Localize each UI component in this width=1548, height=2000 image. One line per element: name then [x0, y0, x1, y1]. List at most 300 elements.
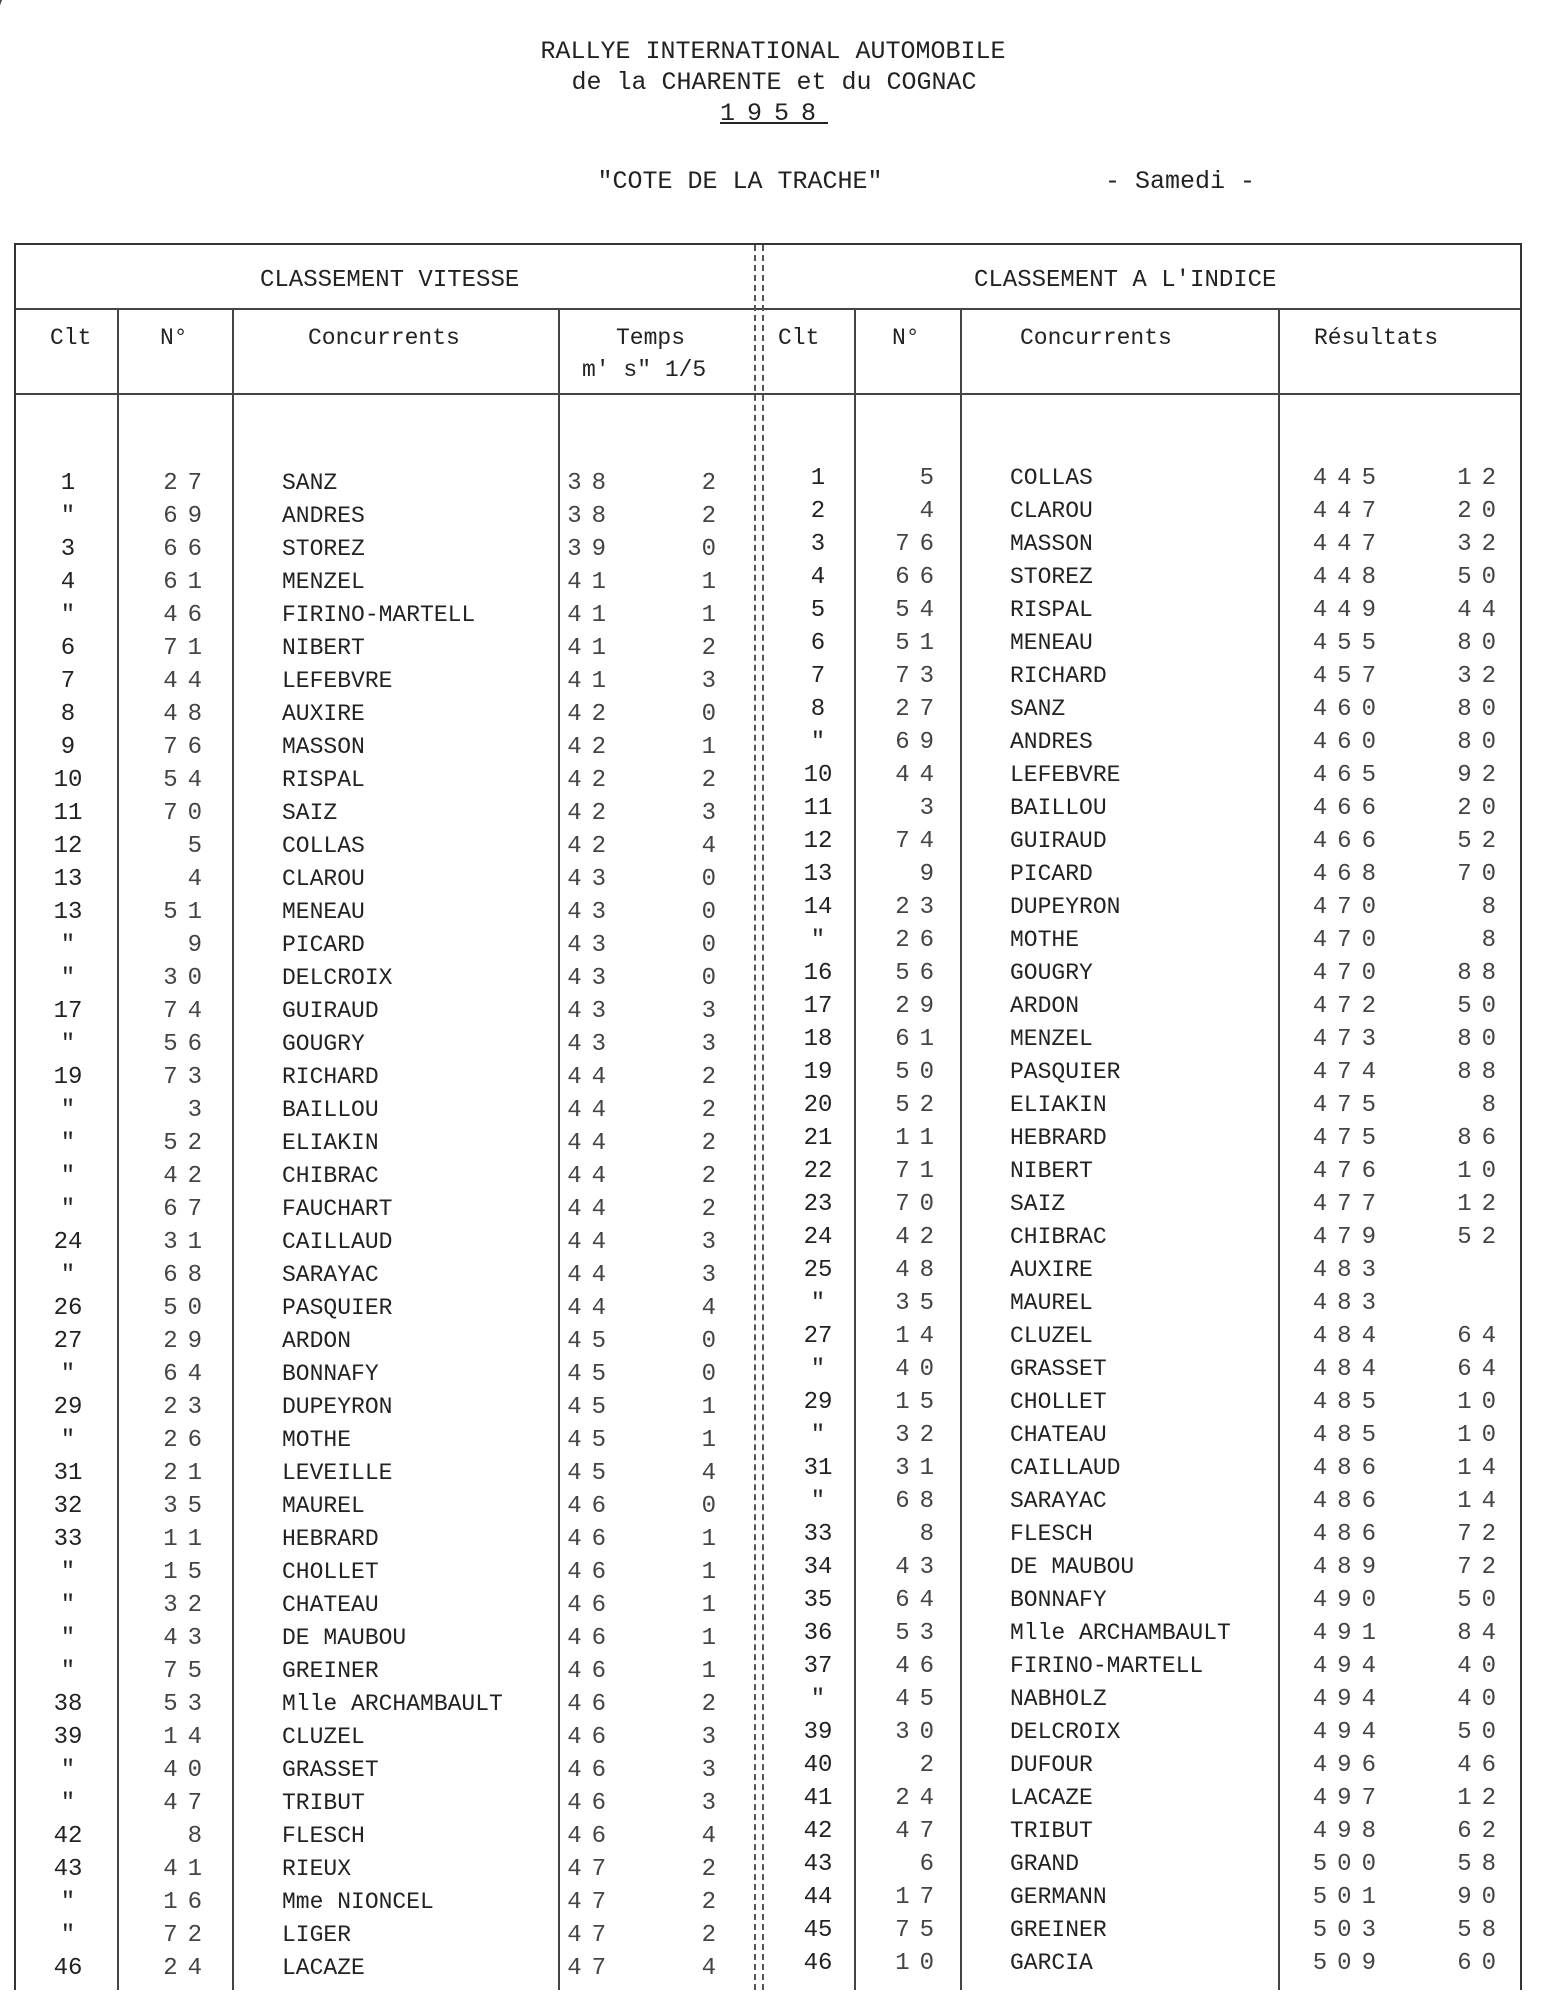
left-row-clt: 4: [60, 569, 76, 596]
left-row-time-seconds: 45: [567, 1427, 616, 1454]
right-row-result-main: 466: [1312, 828, 1386, 855]
right-row-no: 23: [895, 894, 944, 921]
left-row-clt: 12: [53, 833, 83, 860]
right-row-result-main: 460: [1312, 729, 1386, 756]
left-row-time-fifths: 2: [701, 1196, 726, 1223]
left-row-time-fifths: 0: [701, 1361, 726, 1388]
right-row-result-main: 457: [1312, 663, 1386, 690]
left-row-name: STOREZ: [282, 536, 365, 562]
left-row-time-fifths: 3: [701, 800, 726, 827]
right-row-name: DUFOUR: [1010, 1752, 1093, 1778]
right-row-result-fraction: 8: [1481, 894, 1506, 921]
left-row-clt: ": [60, 1196, 76, 1223]
right-row-name: COLLAS: [1010, 465, 1093, 491]
right-col-clt: Clt: [778, 325, 820, 351]
right-row-no: 73: [895, 663, 944, 690]
left-row-name: SARAYAC: [282, 1262, 379, 1288]
right-row-result-fraction: 84: [1457, 1620, 1506, 1647]
right-row-result-main: 455: [1312, 630, 1386, 657]
right-row-result-fraction: 72: [1457, 1554, 1506, 1581]
right-row-result-fraction: 80: [1457, 729, 1506, 756]
right-row-no: 42: [895, 1224, 944, 1251]
right-row-no: 3: [919, 795, 944, 822]
left-row-no: 5: [187, 833, 212, 860]
right-row-no: 52: [895, 1092, 944, 1119]
right-row-result-fraction: 14: [1457, 1455, 1506, 1482]
left-row-no: 75: [163, 1658, 212, 1685]
left-row-no: 27: [163, 470, 212, 497]
left-row-no: 16: [163, 1889, 212, 1916]
right-row-result-fraction: 10: [1457, 1422, 1506, 1449]
right-row-result-main: 485: [1312, 1422, 1386, 1449]
left-row-clt: ": [60, 932, 76, 959]
right-row-no: 29: [895, 993, 944, 1020]
right-row-result-fraction: 40: [1457, 1686, 1506, 1713]
left-row-time-seconds: 44: [567, 1262, 616, 1289]
right-row-clt: 31: [803, 1455, 833, 1482]
right-row-result-fraction: 8: [1481, 1092, 1506, 1119]
right-row-result-main: 483: [1312, 1257, 1386, 1284]
right-row-result-fraction: 62: [1457, 1818, 1506, 1845]
left-row-clt: 9: [60, 734, 76, 761]
right-row-result-fraction: 58: [1457, 1917, 1506, 1944]
left-row-time-seconds: 38: [567, 470, 616, 497]
right-row-no: 76: [895, 531, 944, 558]
left-row-clt: ": [60, 1097, 76, 1124]
right-row-no: 24: [895, 1785, 944, 1812]
left-row-time-seconds: 46: [567, 1658, 616, 1685]
left-row-time-seconds: 47: [567, 1856, 616, 1883]
right-row-name: LEFEBVRE: [1010, 762, 1121, 788]
left-row-time-seconds: 46: [567, 1691, 616, 1718]
left-row-time-fifths: 2: [701, 635, 726, 662]
left-row-time-fifths: 1: [701, 569, 726, 596]
right-row-no: 43: [895, 1554, 944, 1581]
right-row-clt: 1: [810, 465, 826, 492]
left-row-name: GUIRAUD: [282, 998, 379, 1024]
right-row-no: 6: [919, 1851, 944, 1878]
left-row-name: GRASSET: [282, 1757, 379, 1783]
left-row-time-fifths: 4: [701, 1955, 726, 1982]
right-row-clt: 22: [803, 1158, 833, 1185]
right-row-name: FLESCH: [1010, 1521, 1093, 1547]
left-row-time-fifths: 3: [701, 1790, 726, 1817]
left-row-time-fifths: 0: [701, 536, 726, 563]
right-row-name: GARCIA: [1010, 1950, 1093, 1976]
right-col-no: N°: [892, 325, 920, 351]
right-row-result-main: 498: [1312, 1818, 1386, 1845]
right-row-result-main: 470: [1312, 927, 1386, 954]
right-row-no: 69: [895, 729, 944, 756]
left-row-no: 64: [163, 1361, 212, 1388]
right-row-clt: 29: [803, 1389, 833, 1416]
left-row-name: GREINER: [282, 1658, 379, 1684]
right-row-result-fraction: 40: [1457, 1653, 1506, 1680]
right-row-no: 10: [895, 1950, 944, 1977]
right-row-result-fraction: 50: [1457, 1587, 1506, 1614]
left-row-time-fifths: 1: [701, 1427, 726, 1454]
left-row-no: 4: [187, 866, 212, 893]
left-row-time-seconds: 42: [567, 800, 616, 827]
right-row-clt: 41: [803, 1785, 833, 1812]
right-row-name: NABHOLZ: [1010, 1686, 1107, 1712]
right-row-no: 71: [895, 1158, 944, 1185]
left-row-clt: 46: [53, 1955, 83, 1982]
left-row-time-fifths: 2: [701, 1856, 726, 1883]
left-row-time-seconds: 47: [567, 1955, 616, 1982]
left-row-clt: 11: [53, 800, 83, 827]
right-row-result-main: 477: [1312, 1191, 1386, 1218]
left-row-no: 44: [163, 668, 212, 695]
left-col-clt: Clt: [50, 325, 92, 351]
right-col-result: Résultats: [1314, 325, 1439, 351]
left-row-no: 56: [163, 1031, 212, 1058]
right-row-result-fraction: 20: [1457, 795, 1506, 822]
left-row-time-seconds: 43: [567, 932, 616, 959]
left-row-time-fifths: 2: [701, 503, 726, 530]
right-row-result-main: 475: [1312, 1125, 1386, 1152]
right-row-result-main: 470: [1312, 894, 1386, 921]
left-row-no: 9: [187, 932, 212, 959]
right-row-clt: 35: [803, 1587, 833, 1614]
left-row-name: Mme NIONCEL: [282, 1889, 434, 1915]
right-row-result-fraction: 32: [1457, 663, 1506, 690]
right-row-clt: ": [810, 1356, 826, 1383]
right-row-no: 54: [895, 597, 944, 624]
left-col-no: N°: [160, 325, 188, 351]
right-row-result-fraction: 50: [1457, 564, 1506, 591]
left-row-name: DE MAUBOU: [282, 1625, 407, 1651]
right-row-result-fraction: 20: [1457, 498, 1506, 525]
left-row-name: CHATEAU: [282, 1592, 379, 1618]
left-row-clt: 10: [53, 767, 83, 794]
right-row-clt: 23: [803, 1191, 833, 1218]
right-row-no: 30: [895, 1719, 944, 1746]
left-row-name: MENZEL: [282, 569, 365, 595]
right-row-result-main: 500: [1312, 1851, 1386, 1878]
right-row-result-main: 473: [1312, 1026, 1386, 1053]
right-row-name: GERMANN: [1010, 1884, 1107, 1910]
left-row-time-fifths: 2: [701, 767, 726, 794]
left-row-no: 76: [163, 734, 212, 761]
header-line2: de la CHARENTE et du COGNAC: [571, 68, 977, 97]
right-row-clt: 36: [803, 1620, 833, 1647]
left-row-clt: ": [60, 965, 76, 992]
right-row-name: GOUGRY: [1010, 960, 1093, 986]
left-row-time-fifths: 3: [701, 1262, 726, 1289]
right-row-no: 45: [895, 1686, 944, 1713]
right-row-result-fraction: 80: [1457, 630, 1506, 657]
right-row-clt: ": [810, 927, 826, 954]
left-row-name: MOTHE: [282, 1427, 352, 1453]
right-row-name: ANDRES: [1010, 729, 1093, 755]
right-row-result-main: 484: [1312, 1323, 1386, 1350]
right-row-clt: 6: [810, 630, 826, 657]
right-section-title: CLASSEMENT A L'INDICE: [974, 267, 1277, 294]
right-row-name: LACAZE: [1010, 1785, 1093, 1811]
right-row-name: PASQUIER: [1010, 1059, 1121, 1085]
right-row-no: 46: [895, 1653, 944, 1680]
right-row-result-fraction: 64: [1457, 1323, 1506, 1350]
left-row-name: RIEUX: [282, 1856, 352, 1882]
left-row-clt: 24: [53, 1229, 83, 1256]
right-row-name: PICARD: [1010, 861, 1093, 887]
left-row-name: CAILLAUD: [282, 1229, 393, 1255]
left-row-time-fifths: 2: [701, 1922, 726, 1949]
left-row-clt: ": [60, 1625, 76, 1652]
right-row-no: 31: [895, 1455, 944, 1482]
left-row-no: 69: [163, 503, 212, 530]
left-row-clt: 13: [53, 899, 83, 926]
left-row-clt: 26: [53, 1295, 83, 1322]
left-row-time-seconds: 46: [567, 1757, 616, 1784]
right-row-clt: 16: [803, 960, 833, 987]
right-row-name: MAUREL: [1010, 1290, 1093, 1316]
left-row-time-fifths: 1: [701, 602, 726, 629]
left-row-no: 52: [163, 1130, 212, 1157]
left-row-clt: 6: [60, 635, 76, 662]
right-row-name: DUPEYRON: [1010, 894, 1121, 920]
left-row-clt: ": [60, 1922, 76, 1949]
left-row-time-seconds: 44: [567, 1196, 616, 1223]
left-row-name: ARDON: [282, 1328, 352, 1354]
left-row-time-seconds: 41: [567, 635, 616, 662]
left-row-time-seconds: 45: [567, 1361, 616, 1388]
left-row-clt: 27: [53, 1328, 83, 1355]
right-row-name: CHOLLET: [1010, 1389, 1107, 1415]
left-row-time-fifths: 1: [701, 1658, 726, 1685]
left-row-clt: 17: [53, 998, 83, 1025]
left-row-clt: ": [60, 1757, 76, 1784]
right-row-clt: 43: [803, 1851, 833, 1878]
left-row-time-fifths: 2: [701, 470, 726, 497]
left-row-name: AUXIRE: [282, 701, 365, 727]
right-row-result-main: 491: [1312, 1620, 1386, 1647]
left-col-time: Temps: [616, 325, 686, 351]
left-row-time-fifths: 2: [701, 1097, 726, 1124]
left-row-name: LIGER: [282, 1922, 352, 1948]
right-row-no: 11: [895, 1125, 944, 1152]
left-row-no: 53: [163, 1691, 212, 1718]
right-row-result-fraction: 64: [1457, 1356, 1506, 1383]
left-row-name: ELIAKIN: [282, 1130, 379, 1156]
right-row-result-main: 494: [1312, 1719, 1386, 1746]
right-row-clt: ": [810, 1422, 826, 1449]
left-row-no: 50: [163, 1295, 212, 1322]
right-row-result-main: 485: [1312, 1389, 1386, 1416]
left-row-name: LACAZE: [282, 1955, 365, 1981]
right-row-name: GRAND: [1010, 1851, 1080, 1877]
left-row-time-fifths: 0: [701, 899, 726, 926]
right-row-no: 5: [919, 465, 944, 492]
right-row-result-main: 509: [1312, 1950, 1386, 1977]
right-row-result-main: 486: [1312, 1521, 1386, 1548]
right-row-clt: 12: [803, 828, 833, 855]
left-row-time-fifths: 3: [701, 998, 726, 1025]
right-row-name: NIBERT: [1010, 1158, 1093, 1184]
left-row-name: LEFEBVRE: [282, 668, 393, 694]
right-row-no: 61: [895, 1026, 944, 1053]
left-row-time-fifths: 3: [701, 1724, 726, 1751]
right-row-result-main: 494: [1312, 1653, 1386, 1680]
left-row-name: BONNAFY: [282, 1361, 379, 1387]
right-row-result-main: 496: [1312, 1752, 1386, 1779]
right-row-clt: 3: [810, 531, 826, 558]
right-row-no: 35: [895, 1290, 944, 1317]
left-row-time-seconds: 44: [567, 1229, 616, 1256]
left-row-time-seconds: 41: [567, 602, 616, 629]
right-row-name: GRASSET: [1010, 1356, 1107, 1382]
right-row-result-main: 475: [1312, 1092, 1386, 1119]
right-row-result-main: 449: [1312, 597, 1386, 624]
left-col-name: Concurrents: [308, 325, 460, 351]
left-row-time-fifths: 1: [701, 1625, 726, 1652]
left-col-time-units: m' s" 1/5: [582, 357, 707, 383]
left-row-name: MENEAU: [282, 899, 365, 925]
right-row-result-main: 476: [1312, 1158, 1386, 1185]
right-row-name: BONNAFY: [1010, 1587, 1107, 1613]
right-row-clt: ": [810, 1686, 826, 1713]
left-row-no: 40: [163, 1757, 212, 1784]
right-row-no: 53: [895, 1620, 944, 1647]
left-row-time-fifths: 2: [701, 1163, 726, 1190]
right-row-clt: 21: [803, 1125, 833, 1152]
left-row-time-fifths: 2: [701, 1130, 726, 1157]
left-row-clt: ": [60, 1658, 76, 1685]
left-row-name: FIRINO-MARTELL: [282, 602, 476, 628]
right-row-clt: 18: [803, 1026, 833, 1053]
right-row-result-fraction: 86: [1457, 1125, 1506, 1152]
left-row-time-seconds: 44: [567, 1295, 616, 1322]
left-row-clt: 3: [60, 536, 76, 563]
left-row-time-fifths: 1: [701, 1592, 726, 1619]
left-row-time-seconds: 42: [567, 701, 616, 728]
left-row-clt: ": [60, 1031, 76, 1058]
left-row-time-seconds: 46: [567, 1526, 616, 1553]
right-row-name: RICHARD: [1010, 663, 1107, 689]
right-row-result-fraction: 70: [1457, 861, 1506, 888]
left-row-no: 68: [163, 1262, 212, 1289]
left-row-time-seconds: 39: [567, 536, 616, 563]
left-row-time-seconds: 44: [567, 1163, 616, 1190]
left-row-time-fifths: 0: [701, 866, 726, 893]
left-row-no: 14: [163, 1724, 212, 1751]
right-row-no: 70: [895, 1191, 944, 1218]
right-row-result-main: 486: [1312, 1455, 1386, 1482]
right-row-result-main: 460: [1312, 696, 1386, 723]
right-row-result-fraction: 88: [1457, 960, 1506, 987]
right-row-name: ARDON: [1010, 993, 1080, 1019]
right-row-no: 51: [895, 630, 944, 657]
right-row-clt: 2: [810, 498, 826, 525]
left-row-time-seconds: 46: [567, 1493, 616, 1520]
left-row-name: CLAROU: [282, 866, 365, 892]
left-row-clt: 38: [53, 1691, 83, 1718]
left-row-time-fifths: 2: [701, 1691, 726, 1718]
left-row-time-seconds: 38: [567, 503, 616, 530]
left-row-no: 24: [163, 1955, 212, 1982]
left-row-name: MAUREL: [282, 1493, 365, 1519]
left-row-no: 67: [163, 1196, 212, 1223]
right-row-no: 27: [895, 696, 944, 723]
left-row-no: 48: [163, 701, 212, 728]
left-row-no: 66: [163, 536, 212, 563]
right-row-name: SAIZ: [1010, 1191, 1066, 1217]
right-row-name: CHATEAU: [1010, 1422, 1107, 1448]
right-row-result-fraction: 92: [1457, 762, 1506, 789]
left-row-name: NIBERT: [282, 635, 365, 661]
right-row-result-main: 466: [1312, 795, 1386, 822]
right-row-clt: 5: [810, 597, 826, 624]
right-row-result-main: 494: [1312, 1686, 1386, 1713]
right-row-result-fraction: 72: [1457, 1521, 1506, 1548]
left-row-time-fifths: 1: [701, 734, 726, 761]
right-row-result-main: 479: [1312, 1224, 1386, 1251]
left-row-time-fifths: 0: [701, 932, 726, 959]
left-row-clt: ": [60, 1889, 76, 1916]
left-row-time-seconds: 46: [567, 1823, 616, 1850]
right-row-result-main: 474: [1312, 1059, 1386, 1086]
right-row-clt: 45: [803, 1917, 833, 1944]
right-row-name: RISPAL: [1010, 597, 1093, 623]
left-row-time-fifths: 0: [701, 701, 726, 728]
right-row-result-main: 447: [1312, 531, 1386, 558]
right-row-result-main: 490: [1312, 1587, 1386, 1614]
left-row-clt: ": [60, 1427, 76, 1454]
right-row-result-fraction: 46: [1457, 1752, 1506, 1779]
right-row-clt: 42: [803, 1818, 833, 1845]
left-row-clt: ": [60, 1361, 76, 1388]
left-row-name: FLESCH: [282, 1823, 365, 1849]
left-row-name: RICHARD: [282, 1064, 379, 1090]
right-row-result-fraction: 58: [1457, 1851, 1506, 1878]
left-row-time-fifths: 4: [701, 1295, 726, 1322]
right-row-no: 74: [895, 828, 944, 855]
right-row-clt: 8: [810, 696, 826, 723]
right-row-clt: 34: [803, 1554, 833, 1581]
left-row-time-fifths: 0: [701, 1328, 726, 1355]
left-row-name: Mlle ARCHAMBAULT: [282, 1691, 503, 1717]
right-row-no: 14: [895, 1323, 944, 1350]
right-row-result-main: 465: [1312, 762, 1386, 789]
left-row-time-fifths: 3: [701, 668, 726, 695]
left-row-time-seconds: 41: [567, 569, 616, 596]
left-row-time-seconds: 46: [567, 1592, 616, 1619]
right-row-name: CHIBRAC: [1010, 1224, 1107, 1250]
right-row-result-fraction: 8: [1481, 927, 1506, 954]
right-row-no: 4: [919, 498, 944, 525]
right-row-no: 17: [895, 1884, 944, 1911]
right-row-result-fraction: 80: [1457, 696, 1506, 723]
right-row-no: 64: [895, 1587, 944, 1614]
right-row-no: 2: [919, 1752, 944, 1779]
right-row-result-fraction: 10: [1457, 1158, 1506, 1185]
right-row-clt: ": [810, 1488, 826, 1515]
right-row-name: DELCROIX: [1010, 1719, 1121, 1745]
right-row-no: 68: [895, 1488, 944, 1515]
right-row-result-fraction: 12: [1457, 1785, 1506, 1812]
left-row-no: 31: [163, 1229, 212, 1256]
left-row-time-seconds: 47: [567, 1922, 616, 1949]
left-row-no: 32: [163, 1592, 212, 1619]
left-row-name: BAILLOU: [282, 1097, 379, 1123]
left-row-name: SANZ: [282, 470, 338, 496]
right-row-name: STOREZ: [1010, 564, 1093, 590]
right-row-no: 75: [895, 1917, 944, 1944]
right-row-result-fraction: 44: [1457, 597, 1506, 624]
left-row-name: CLUZEL: [282, 1724, 365, 1750]
left-row-time-seconds: 46: [567, 1559, 616, 1586]
